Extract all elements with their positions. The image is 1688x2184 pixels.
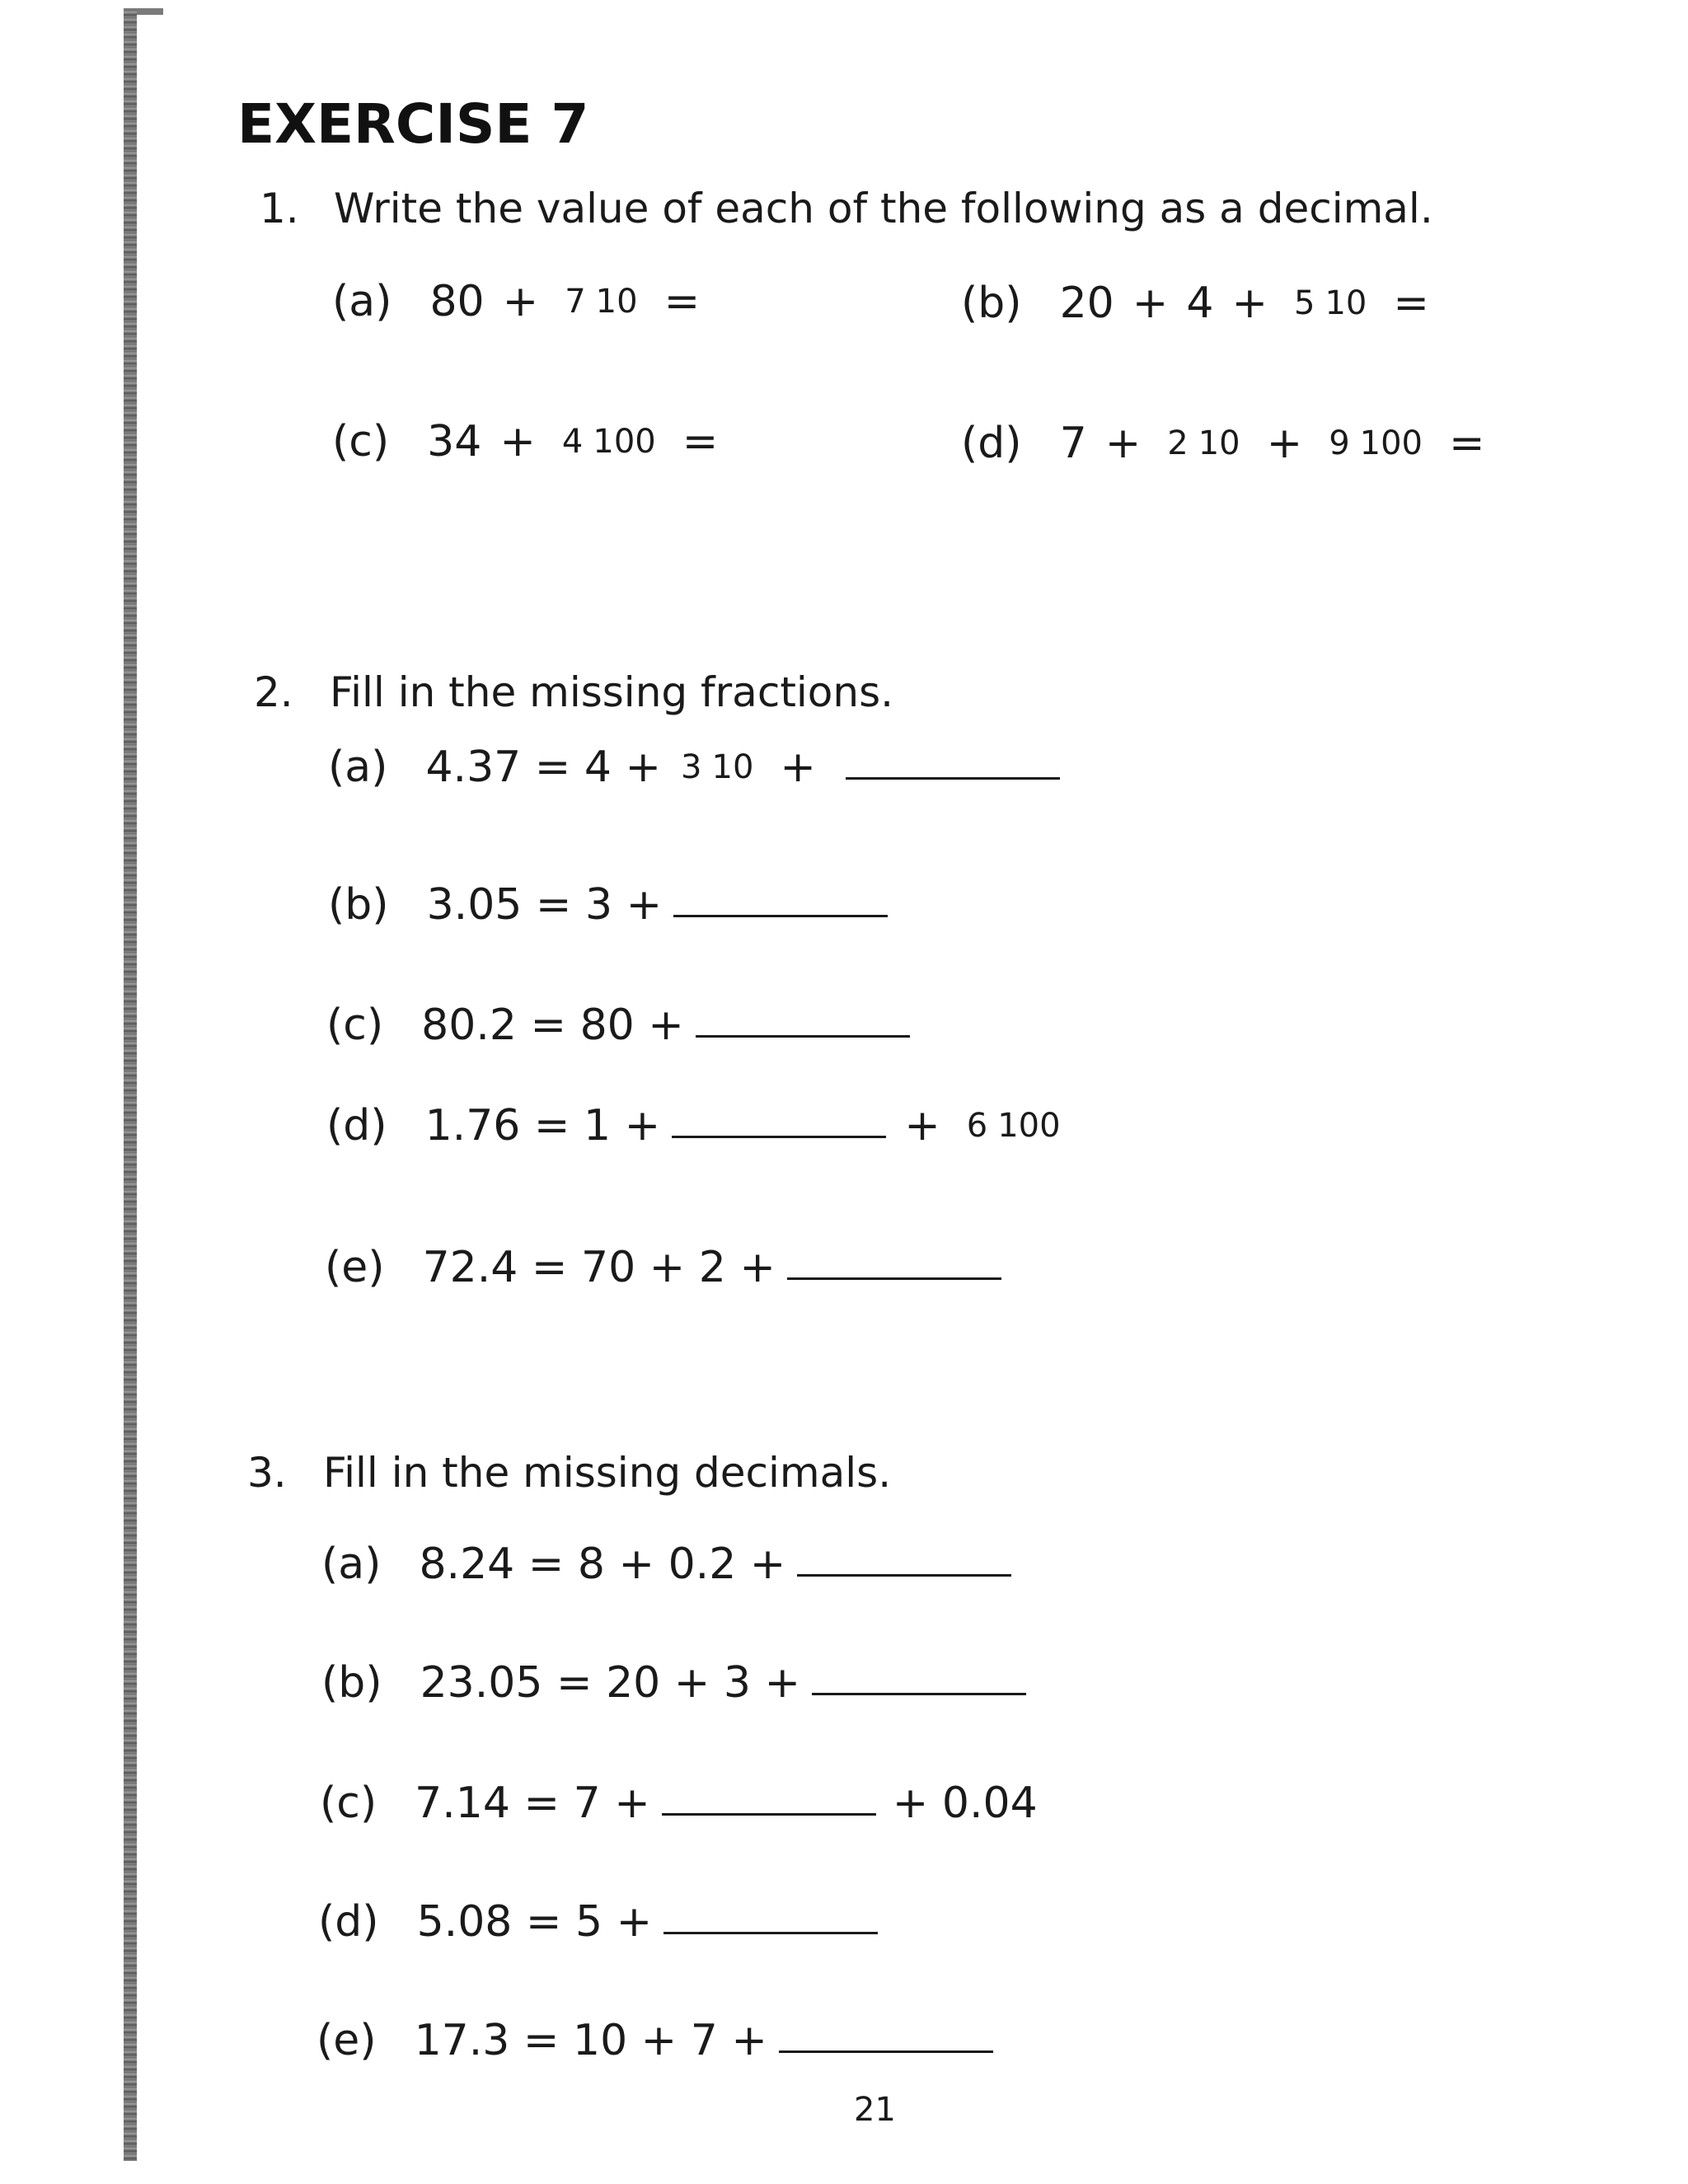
q1-item-b: (b) 20 + 4 + 5 10 = [961, 279, 1429, 328]
q1d-fraction-2: 9 100 [1329, 424, 1423, 462]
q3-item-d: (d) 5.08 = 5 + [318, 1900, 878, 1943]
q2b-answer-blank[interactable] [673, 915, 888, 917]
q2-number: 2. [254, 668, 293, 716]
page-title: EXERCISE 7 [237, 92, 589, 156]
q2e-answer-blank[interactable] [787, 1277, 1001, 1280]
page-number: 21 [854, 2091, 896, 2129]
q3a-label: (a) [321, 1540, 382, 1589]
q2-item-d: (d) 1.76 = 1 + + 6 100 [326, 1104, 1069, 1147]
q1-number: 1. [260, 185, 299, 232]
q3b-label: (b) [321, 1658, 382, 1708]
book-spine [124, 10, 137, 2161]
q3c-label: (c) [320, 1779, 377, 1828]
q1a-whole: 80 [429, 277, 485, 326]
q2-item-a: (a) 4.37 = 4 + 3 10 + [328, 746, 1060, 789]
q2b-label: (b) [328, 880, 389, 930]
q1-item-c: (c) 34 + 4 100 = [332, 417, 719, 466]
q2c-answer-blank[interactable] [696, 1035, 910, 1038]
q3-item-e: (e) 17.3 = 10 + 7 + [316, 2019, 993, 2062]
q3-number: 3. [247, 1449, 287, 1497]
q2d-label: (d) [326, 1101, 387, 1151]
q3a-answer-blank[interactable] [797, 1574, 1011, 1577]
q1-instruction: Write the value of each of the following as a decimal. [334, 185, 1433, 232]
q3d-answer-blank[interactable] [663, 1932, 878, 1934]
q3-instruction: Fill in the missing decimals. [323, 1449, 892, 1497]
q3-item-b: (b) 23.05 = 20 + 3 + [321, 1661, 1026, 1704]
q3d-label: (d) [318, 1897, 379, 1947]
q2-item-e: (e) 72.4 = 70 + 2 + [325, 1246, 1001, 1289]
q2a-fraction: 3 10 [681, 748, 754, 786]
q3e-label: (e) [316, 2016, 377, 2065]
q2c-label: (c) [326, 1001, 384, 1050]
q1b-label: (b) [961, 279, 1022, 328]
q1c-fraction: 4 100 [561, 423, 656, 461]
q1-item-a: (a) 80 + 7 10 = [332, 277, 701, 326]
q1a-fraction: 7 10 [565, 283, 638, 321]
q2d-fraction: 6 100 [966, 1107, 1061, 1145]
q3b-answer-blank[interactable] [812, 1693, 1026, 1695]
q3-item-c: (c) 7.14 = 7 + + 0.04 [320, 1779, 1038, 1828]
q3c-answer-blank[interactable] [662, 1813, 876, 1816]
q1c-label: (c) [332, 417, 390, 466]
q2-item-c: (c) 80.2 = 80 + [326, 1004, 910, 1047]
q3e-answer-blank[interactable] [779, 2050, 993, 2053]
q2-instruction: Fill in the missing fractions. [330, 668, 894, 716]
q1-item-d: (d) 7 + 2 10 + 9 100 = [961, 419, 1485, 468]
q3-item-a: (a) 8.24 = 8 + 0.2 + [321, 1543, 1011, 1586]
q1d-label: (d) [961, 419, 1022, 468]
q2e-label: (e) [325, 1243, 385, 1292]
q2-item-b: (b) 3.05 = 3 + [328, 883, 888, 926]
q1a-label: (a) [332, 277, 392, 326]
q2a-answer-blank[interactable] [846, 777, 1060, 780]
q2d-answer-blank[interactable] [672, 1136, 886, 1138]
q2a-label: (a) [328, 743, 388, 792]
q1d-fraction-1: 2 10 [1167, 424, 1240, 462]
q1b-fraction: 5 10 [1294, 284, 1367, 322]
